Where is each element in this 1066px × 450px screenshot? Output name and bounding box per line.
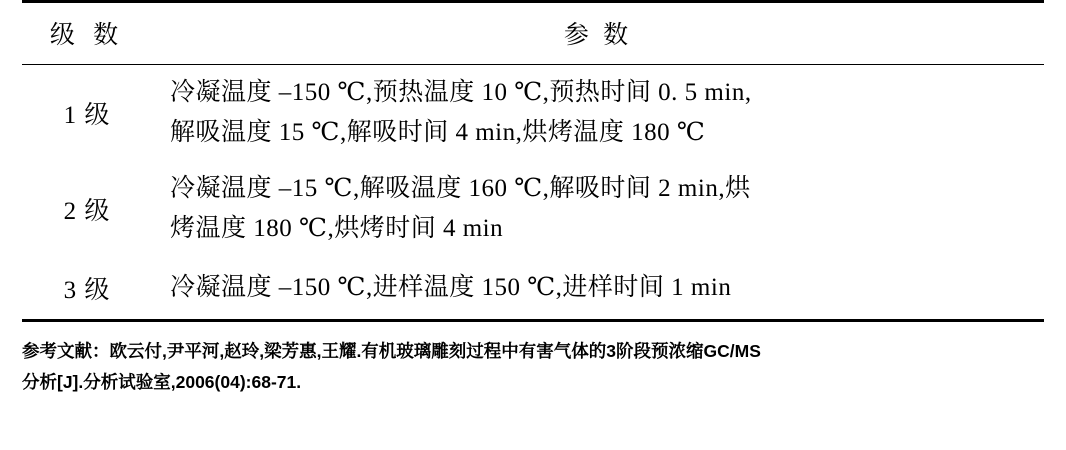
param-line: 冷凝温度 –150 ℃,预热温度 10 ℃,预热时间 0. 5 min, (170, 78, 752, 106)
table-row (22, 65, 1044, 162)
cell-param (152, 257, 1044, 321)
param-line: 冷凝温度 –15 ℃,解吸温度 160 ℃,解吸时间 2 min,烘 (170, 174, 751, 202)
table-row (22, 257, 1044, 321)
param-line: 解吸温度 15 ℃,解吸时间 4 min,烘烤温度 180 ℃ (170, 119, 706, 146)
reference-line-1: 参考文献：欧云付,尹平河,赵玲,梁芳惠,王耀.有机玻璃雕刻过程中有害气体的3阶段预浓缩GC/MS (22, 341, 761, 361)
table-header-row (22, 2, 1044, 65)
cell-level: 3 级 (63, 277, 111, 304)
cell-level: 1 级 (63, 102, 111, 129)
table-row (22, 161, 1044, 257)
table-body (22, 65, 1044, 321)
cell-param (152, 161, 1044, 257)
column-header-param: 参 数 (563, 22, 633, 49)
column-header-level: 级 数 (49, 22, 125, 49)
parameters-table (22, 0, 1044, 322)
param-line: 冷凝温度 –150 ℃,进样温度 150 ℃,进样时间 1 min (170, 273, 732, 301)
table-header (22, 2, 1044, 65)
reference-block (22, 336, 1022, 397)
reference-line-2: 分析[J].分析试验室,2006(04):68-71. (22, 371, 302, 392)
cell-level: 2 级 (63, 198, 111, 225)
cell-param (152, 65, 1044, 162)
param-line: 烤温度 180 ℃,烘烤时间 4 min (170, 215, 504, 242)
